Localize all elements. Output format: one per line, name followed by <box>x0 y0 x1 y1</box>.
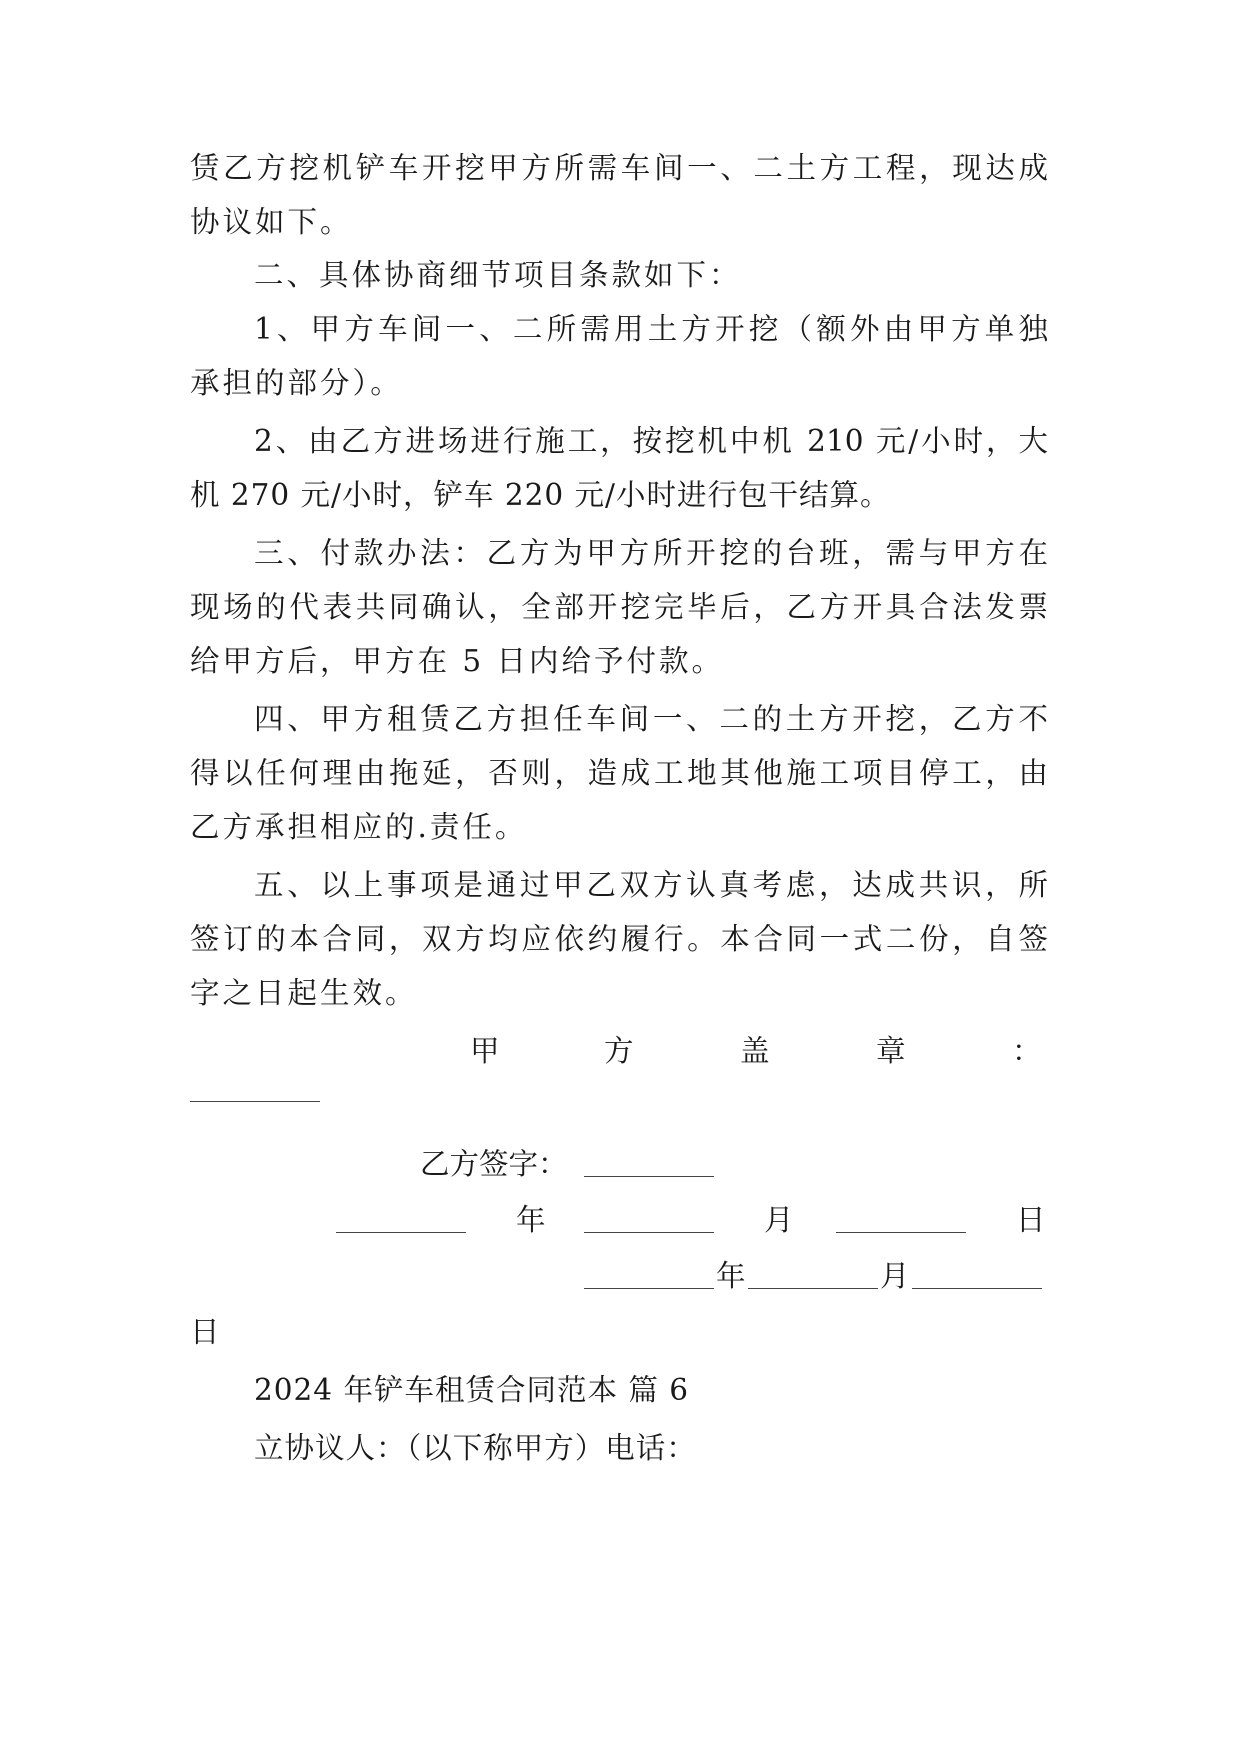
date-2-month-label: 月 <box>880 1259 910 1293</box>
party-a-seal-char-5: ： <box>1012 1034 1042 1068</box>
clause-two-heading: 二、具体协商细节项目条款如下： <box>254 258 742 292</box>
clause-four-line-3: 乙方承担相应的.责任。 <box>190 810 528 844</box>
party-a-seal-char-2: 方 <box>604 1034 634 1068</box>
clause-five-line-2: 签订的本合同，双方均应依约履行。本合同一式二份，自签 <box>190 922 1048 956</box>
party-b-signature-label: 乙方签字： <box>420 1147 568 1181</box>
clause-payment-line-1: 三、付款办法：乙方为甲方所开挖的台班，需与甲方在 <box>254 536 1048 570</box>
party-a-seal-char-3: 盖 <box>740 1034 770 1068</box>
clause-item-2-line-1: 2、由乙方进场进行施工，按挖机中机 210 元/小时，大 <box>254 424 1048 458</box>
party-a-seal-char-4: 章 <box>876 1034 906 1068</box>
date-1-day-blank <box>836 1232 966 1233</box>
clause-intro-line-1: 赁乙方挖机铲车开挖甲方所需车间一、二土方工程，现达成 <box>190 151 1048 185</box>
date-1-month-label: 月 <box>764 1203 794 1237</box>
clause-intro-line-2: 协议如下。 <box>190 205 353 239</box>
date-2-day-label: 日 <box>190 1315 220 1349</box>
next-section-first-line: 立协议人：（以下称甲方）电话： <box>254 1431 697 1465</box>
party-a-seal-char-1: 甲 <box>470 1034 500 1068</box>
clause-item-1-line-1: 1、甲方车间一、二所需用土方开挖（额外由甲方单独 <box>254 312 1048 346</box>
clause-item-1-line-2: 承担的部分）。 <box>190 366 403 400</box>
date-2-year-label: 年 <box>716 1259 746 1293</box>
date-1-month-blank <box>584 1232 714 1233</box>
date-2-year-blank <box>584 1288 714 1289</box>
clause-five-line-3: 字之日起生效。 <box>190 976 418 1010</box>
clause-payment-line-3: 给甲方后，甲方在 5 日内给予付款。 <box>190 644 725 678</box>
clause-five-line-1: 五、以上事项是通过甲乙双方认真考虑，达成共识，所 <box>254 868 1048 902</box>
clause-payment-line-2: 现场的代表共同确认，全部开挖完毕后，乙方开具合法发票 <box>190 590 1048 624</box>
party-a-seal-blank <box>190 1101 320 1102</box>
clause-item-2-line-2: 机 270 元/小时，铲车 220 元/小时进行包干结算。 <box>190 478 891 512</box>
date-2-day-blank <box>912 1288 1042 1289</box>
clause-four-line-1: 四、甲方租赁乙方担任车间一、二的土方开挖，乙方不 <box>254 702 1048 736</box>
clause-four-line-2: 得以任何理由拖延，否则，造成工地其他施工项目停工，由 <box>190 756 1048 790</box>
date-1-year-blank <box>336 1232 466 1233</box>
party-b-signature-blank <box>584 1176 714 1177</box>
date-1-year-label: 年 <box>516 1203 546 1237</box>
next-section-title: 2024 年铲车租赁合同范本 篇 6 <box>254 1373 689 1407</box>
date-1-day-label: 日 <box>1016 1203 1046 1237</box>
date-2-month-blank <box>748 1288 878 1289</box>
